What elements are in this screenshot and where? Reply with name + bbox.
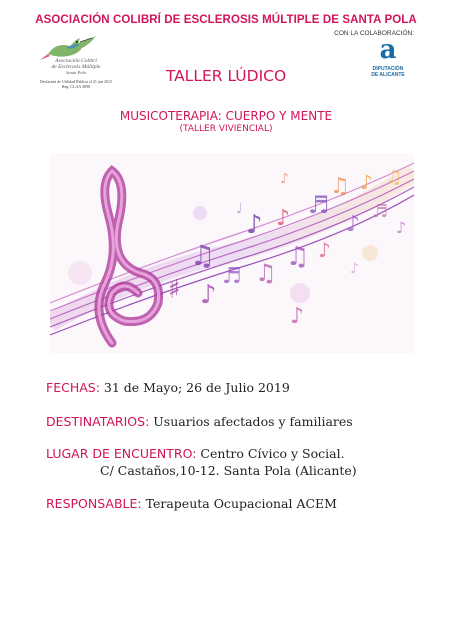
svg-text:♫: ♫ — [255, 259, 277, 287]
diputacion-line1: DIPUTACIÓN — [372, 66, 404, 72]
logo-note-2: Reg. CLAA 4098 — [61, 84, 91, 89]
logo-name-line3: Santa Pola — [66, 70, 86, 75]
svg-text:♪: ♪ — [346, 212, 361, 237]
logo-name-line1: Asociación Colibrí — [55, 58, 97, 64]
lugar-label: LUGAR DE ENCUENTRO: — [46, 446, 197, 461]
fechas-label: FECHAS: — [46, 380, 100, 395]
svg-text:♪: ♪ — [246, 210, 263, 240]
logo-note-1: Declarada de Utilidad Pública el 21 jun 2015 — [39, 79, 113, 84]
subtitle: MUSICOTERAPIA: CUERPO Y MENTE — [119, 109, 333, 123]
svg-text:♪: ♪ — [276, 206, 291, 231]
destinatarios-row — [46, 414, 353, 429]
svg-text:♬: ♬ — [308, 191, 330, 219]
responsable-value: Terapeuta Ocupacional ACEM — [141, 496, 337, 511]
svg-text:♪: ♪ — [396, 218, 407, 237]
subtitle-secondary: (TALLER VIVIENCIAL) — [179, 124, 273, 134]
fechas-value: 31 de Mayo; 26 de Julio 2019 — [99, 380, 290, 395]
diputacion-letter-icon: a — [379, 35, 397, 65]
page-title: TALLER LÚDICO — [165, 67, 287, 85]
svg-text:♪: ♪ — [360, 170, 373, 194]
destinatarios-label: DESTINATARIOS: — [46, 414, 150, 429]
svg-text:♬: ♬ — [222, 264, 242, 289]
destinatarios-value: Usuarios afectados y familiares — [149, 414, 353, 429]
lugar-row — [46, 446, 345, 461]
svg-text:♫: ♫ — [286, 242, 310, 272]
svg-text:♪: ♪ — [290, 304, 305, 329]
lugar-value: Centro Cívico y Social. — [196, 446, 345, 461]
svg-text:♫: ♫ — [330, 174, 350, 199]
diputacion-line2: DE ALICANTE — [371, 72, 405, 78]
svg-text:♩: ♩ — [236, 201, 243, 217]
music-illustration — [50, 153, 414, 353]
svg-text:♪: ♪ — [280, 171, 289, 187]
svg-text:♪: ♪ — [200, 280, 217, 310]
logo-name-line2: de Esclerosis Múltiple — [51, 64, 101, 70]
collaboration-label: CON LA COLABORACIÓN: — [334, 30, 414, 37]
lugar-address: C/ Castaños,10-12. Santa Pola (Alicante) — [100, 463, 357, 478]
responsable-label: RESPONSABLE: — [46, 496, 142, 511]
svg-text:♫: ♫ — [190, 239, 216, 272]
svg-text:♬: ♬ — [372, 201, 389, 222]
music-notes-image — [50, 153, 414, 353]
responsable-row — [46, 496, 337, 511]
svg-text:♪: ♪ — [350, 261, 359, 277]
organization-title: ASOCIACIÓN COLIBRÍ DE ESCLEROSIS MÚLTIPLE DE SANTA POLA — [35, 14, 417, 26]
fechas-row — [46, 380, 290, 395]
svg-text:♪: ♪ — [318, 238, 331, 262]
svg-text:♫: ♫ — [386, 167, 403, 188]
svg-text:♯: ♯ — [168, 275, 181, 305]
